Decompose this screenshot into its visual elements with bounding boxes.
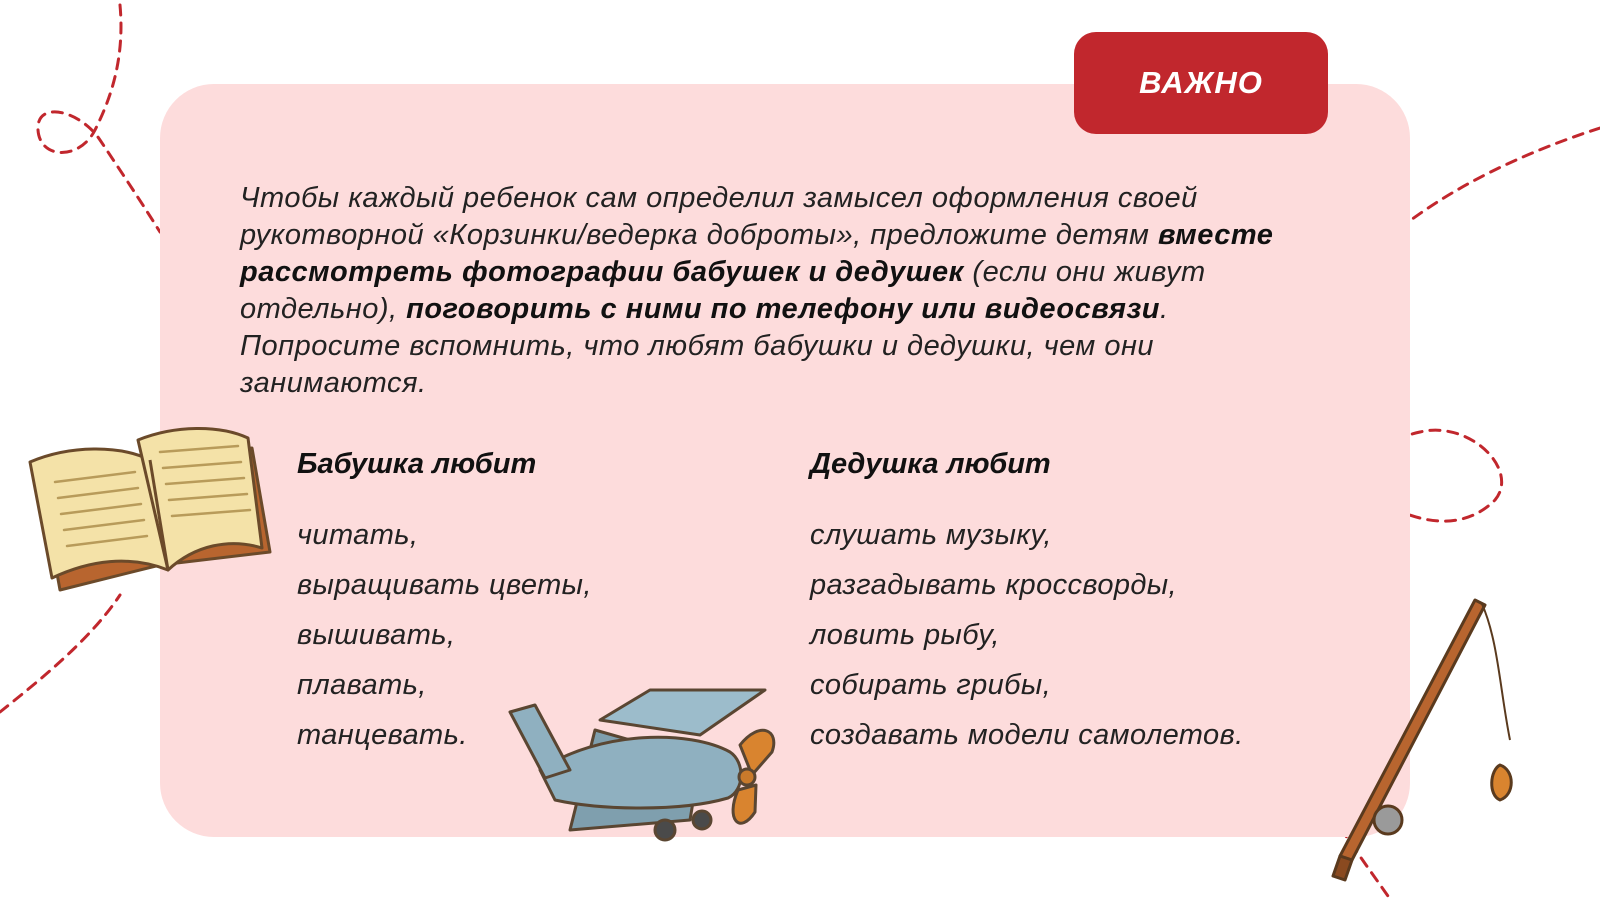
grandma-title: Бабушка любит [297,448,537,480]
intro-text-1: Чтобы каждый ребенок сам определил замысел оформления своей рукотворной «Корзинки/ведерка доброты», предложите детям [240,182,1198,251]
list-item: танцевать. [297,719,468,751]
important-badge-label: ВАЖНО [1139,65,1263,100]
list-item: создавать модели самолетов. [810,719,1244,751]
intro-text-3: . Попросите вспомнить, что любят бабушки и дедушки, чем они занимаются. [240,293,1169,399]
list-item: слушать музыку, [810,519,1052,551]
intro-text-2: (если они живут отдельно), [240,256,1206,325]
list-item: разгадывать кроссворды, [810,569,1177,601]
intro-bold-1: вместе рассмотреть фотографии бабушек и дедушек [240,219,1274,288]
intro-paragraph [240,180,1330,402]
list-item: ловить рыбу, [810,619,1000,651]
grandpa-title: Дедушка любит [810,448,1051,480]
important-badge [1074,32,1328,134]
list-item: выращивать цветы, [297,569,592,601]
grandpa-column [810,446,1244,760]
list-item: читать, [297,519,419,551]
list-item: собирать грибы, [810,669,1052,701]
grandpa-list [810,510,1244,760]
grandma-column [297,446,592,760]
grandma-list [297,510,592,760]
intro-bold-2: поговорить с ними по телефону или видеосвязи [406,293,1160,325]
list-item: плавать, [297,669,427,701]
list-item: вышивать, [297,619,456,651]
